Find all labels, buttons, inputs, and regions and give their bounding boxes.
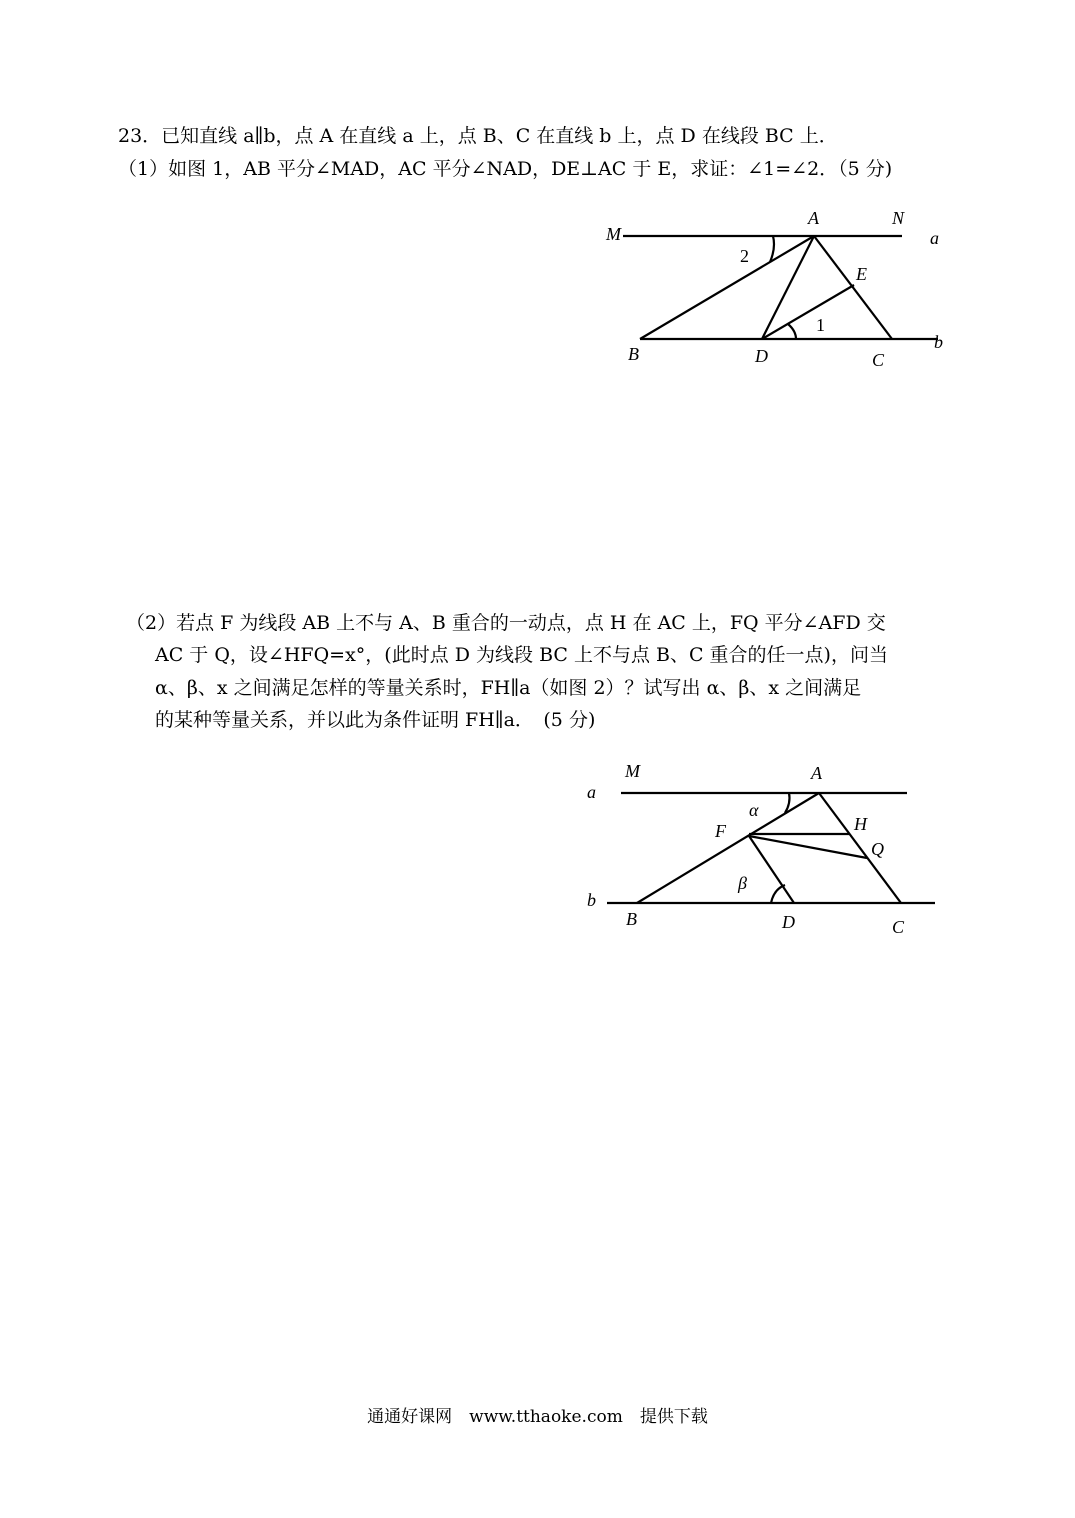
label-H: H [854,814,867,834]
problem-stem: 23．已知直线 a∥b，点 A 在直线 a 上，点 B、C 在直线 b 上，点 D 在线段 BC 上． [118,125,838,147]
label-a: a [930,228,939,248]
segment-fd [749,836,794,903]
label-D: D [755,346,768,366]
segment-ac [814,236,892,339]
label-A: A [811,763,822,783]
angle-2-arc [770,236,774,262]
label-E: E [856,264,867,284]
label-angle-1: 1 [816,315,825,335]
label-Q: Q [871,839,884,859]
figure-1 [590,200,960,380]
segment-ab [637,793,819,903]
label-alpha: α [749,800,759,820]
footer-download-note: 通通好课网 www.tthaoke.com 提供下载 [367,1407,708,1427]
problem-part1: （1）如图 1，AB 平分∠MAD，AC 平分∠NAD，DE⊥AC 于 E，求证：∠1=∠2．（5 分) [118,158,893,180]
segment-fq [749,836,867,858]
label-beta: β [738,873,747,893]
label-D: D [782,912,795,932]
label-b: b [934,332,943,352]
label-M: M [625,761,640,781]
label-B: B [628,344,639,364]
label-F: F [715,821,726,841]
label-N: N [892,208,905,228]
segment-ac [819,793,901,903]
label-a: a [587,782,596,802]
label-angle-2: 2 [740,246,749,266]
figure-2 [575,755,955,945]
label-C: C [892,917,905,937]
label-b: b [587,890,596,910]
problem-part2-line3: α、β、x 之间满足怎样的等量关系时，FH∥a（如图 2）？试写出 α、β、x 之间满足 [155,677,862,699]
angle-1-arc [788,324,796,339]
problem-part2-line1: （2）若点 F 为线段 AB 上不与 A、B 重合的一动点，点 H 在 AC 上，FQ 平分∠AFD 交 [126,612,886,634]
label-B: B [626,909,637,929]
problem-part2-line4: 的某种等量关系，并以此为条件证明 FH∥a． (5 分) [155,709,596,731]
problem-part2-line2: AC 于 Q，设∠HFQ=x°，(此时点 D 为线段 BC 上不与点 B、C 重合的任一点)，问当 [155,644,888,666]
label-M: M [606,224,621,244]
label-C: C [872,350,885,370]
label-A: A [808,208,819,228]
